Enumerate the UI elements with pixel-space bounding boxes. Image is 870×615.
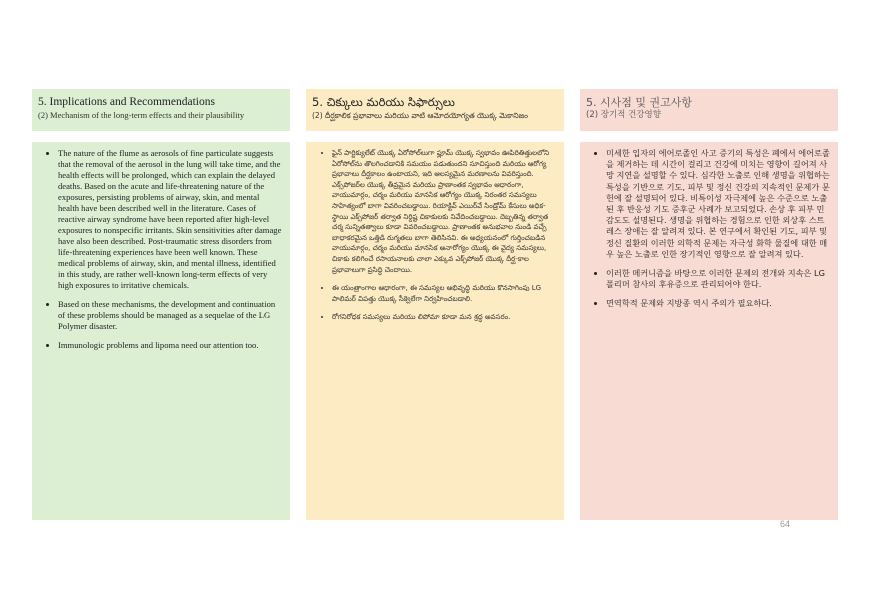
telugu-bullet-2: • ఈ యంత్రాంగాల ఆధారంగా, ఈ సమస్యల అభివృద్ధి మరియు కొనసాగింపు LG పాలిమర్ విపత్తు యొక్క సీక్వెలేగా నిర్వహించబడాలి. <box>332 283 556 304</box>
telugu-body <box>306 142 564 520</box>
korean-bullet-2: • 이러한 메커니즘을 바탕으로 이러한 문제의 전개와 지속은 LG폴리머 참사의 후유증으로 관리되어야 한다. <box>606 268 830 290</box>
telugu-title: 5. చిక్కులు మరియు సిఫార్సులు <box>312 95 455 109</box>
telugu-bullet-list <box>314 148 556 323</box>
korean-header <box>580 89 838 131</box>
korean-bullet-1: • 미세한 입자의 에어로졸인 사고 증기의 특성은 폐에서 에어로졸을 제거하는 데 시간이 걸리고 건강에 미치는 영향이 길어져 사망 지연을 설명할 수 있다. 심각한 노출로 인해 생명을 위협하는 특성을 기반으로 기도, 피부 및 정신 건강의 지속적인 문제가 문헌에 잘 설명되어 있다. 비특이성 자극제에 높은 수준으로 노출된 후 반응성 기도 증후군 사례가 보고되었다. 손상 후 피부 민감도도 설명된다. 생명을 위협하는 경험으로 인한 외상후 스트레스 장애는 잘 알려져 있다. 본 연구에서 확인된 기도, 피부 및 정신 질환의 이러한 의학적 문제는 자극성 화학 물질에 대한 매우 높은 노출로 인한 장기적인 영향으로 잘 알려져 있다. <box>606 148 830 260</box>
telugu-bullet-3: • రోగనిరోధక సమస్యలు మరియు లిపోమా కూడా మన శ్రద్ధ అవసరం. <box>332 312 556 323</box>
telugu-header <box>306 89 564 131</box>
english-body <box>32 142 290 520</box>
korean-bullet-3: • 면역학적 문제와 지방종 역시 주의가 필요하다. <box>606 298 830 309</box>
korean-bullet-list <box>588 148 830 310</box>
english-bullet-list <box>40 148 282 351</box>
english-subtitle: (2) Mechanism of the long-term effects and their plausibility <box>38 110 245 120</box>
english-bullet-2: • Based on these mechanisms, the development and continuation of these problems should be managed as a sequelae of the LG Polymer disaster. <box>58 299 282 332</box>
telugu-subtitle: (2) దీర్ఘకాలిక ప్రభావాలు మరియు వాటి ఆమోదయోగ్యత యొక్క మెకానిజం <box>312 111 528 120</box>
telugu-bullet-1: • ఫైన్ పార్టిక్యులేట్ యొక్క ఏరోసోల్‌లుగా ఫ్లూమ్ యొక్క స్వభావం ఊపిరితిత్తులలోని ఏరోసోల్‌ను తొలగించడానికి సమయం పడుతుందని సూచిస్తుంది మరియు ఆరోగ్య ప్రభావాలు దీర్ఘకాలం ఉంటాయని, ఇది ఆలస్యమైన మరణాలను వివరిస్తుంది. ఎక్స్‌పోజర్‌ల యొక్క తీవ్రమైన మరియు ప్రాణాంతక స్వభావం ఆధారంగా, వాయుమార్గం, చర్మం మరియు మానసిక ఆరోగ్యం యొక్క నిరంతర సమస్యలు సాహిత్యంలో బాగా వివరించబడ్డాయి. రియాక్టివ్ ఎయిర్‌వే సిండ్రోమ్ కేసులు అధిక-స్థాయి ఎక్స్‌పోజర్ తర్వాత నిర్దిష్ట చికాకులకు నివేదించబడ్డాయి. దెబ్బతిన్న తర్వాత చర్మ సున్నితత్వాలు కూడా వివరించబడ్డాయి. ప్రాణాంతక అనుభవాల నుండి వచ్చే బాధాకరమైన ఒత్తిడి రుగ్మతలు బాగా తెలిసినవి. ఈ అధ్యయనంలో గుర్తించబడిన వాయుమార్గం, చర్మం మరియు మానసిక అనారోగ్యం యొక్క ఈ వైద్య సమస్యలు, చికాకు కలిగించే రసాయనాలకు చాలా ఎక్కువ ఎక్స్‌పోజర్ యొక్క దీర్ఘ-కాల ప్రభావాలుగా ప్రసిద్ధి చెందాయి. <box>332 148 556 275</box>
english-title: 5. Implications and Recommendations <box>38 96 215 108</box>
english-column <box>32 89 290 350</box>
korean-column <box>580 89 838 309</box>
telugu-column <box>306 89 564 322</box>
korean-body <box>580 142 838 520</box>
english-bullet-3: • Immunologic problems and lipoma need our attention too. <box>58 340 282 351</box>
english-header <box>32 89 290 131</box>
english-bullet-1: • The nature of the flume as aerosols of fine particulate suggests that the removal of the aerosol in the lung will take time, and the health effects will be prolonged, which can explain the delayed deaths. Based on the acute and life-threatening nature of the exposures, persisting problems of airway, skin, and mental health have been described well in the literature. Cases of reactive airway syndrome have been reported after high-level exposures to nonspecific irritants. Skin sensitivities after damage have also been described. Post-traumatic stress disorders from life-threatening experiences have been well known. These medical problems of airway, skin, and mental illness, identified in this study, are rather well-known long-term effects of very high exposures to irritative chemicals. <box>58 148 282 291</box>
page-number: 64 <box>780 519 791 529</box>
korean-subtitle: (2) 장기적 건강영향 <box>586 110 661 120</box>
korean-title: 5. 시사점 및 권고사항 <box>586 96 692 109</box>
